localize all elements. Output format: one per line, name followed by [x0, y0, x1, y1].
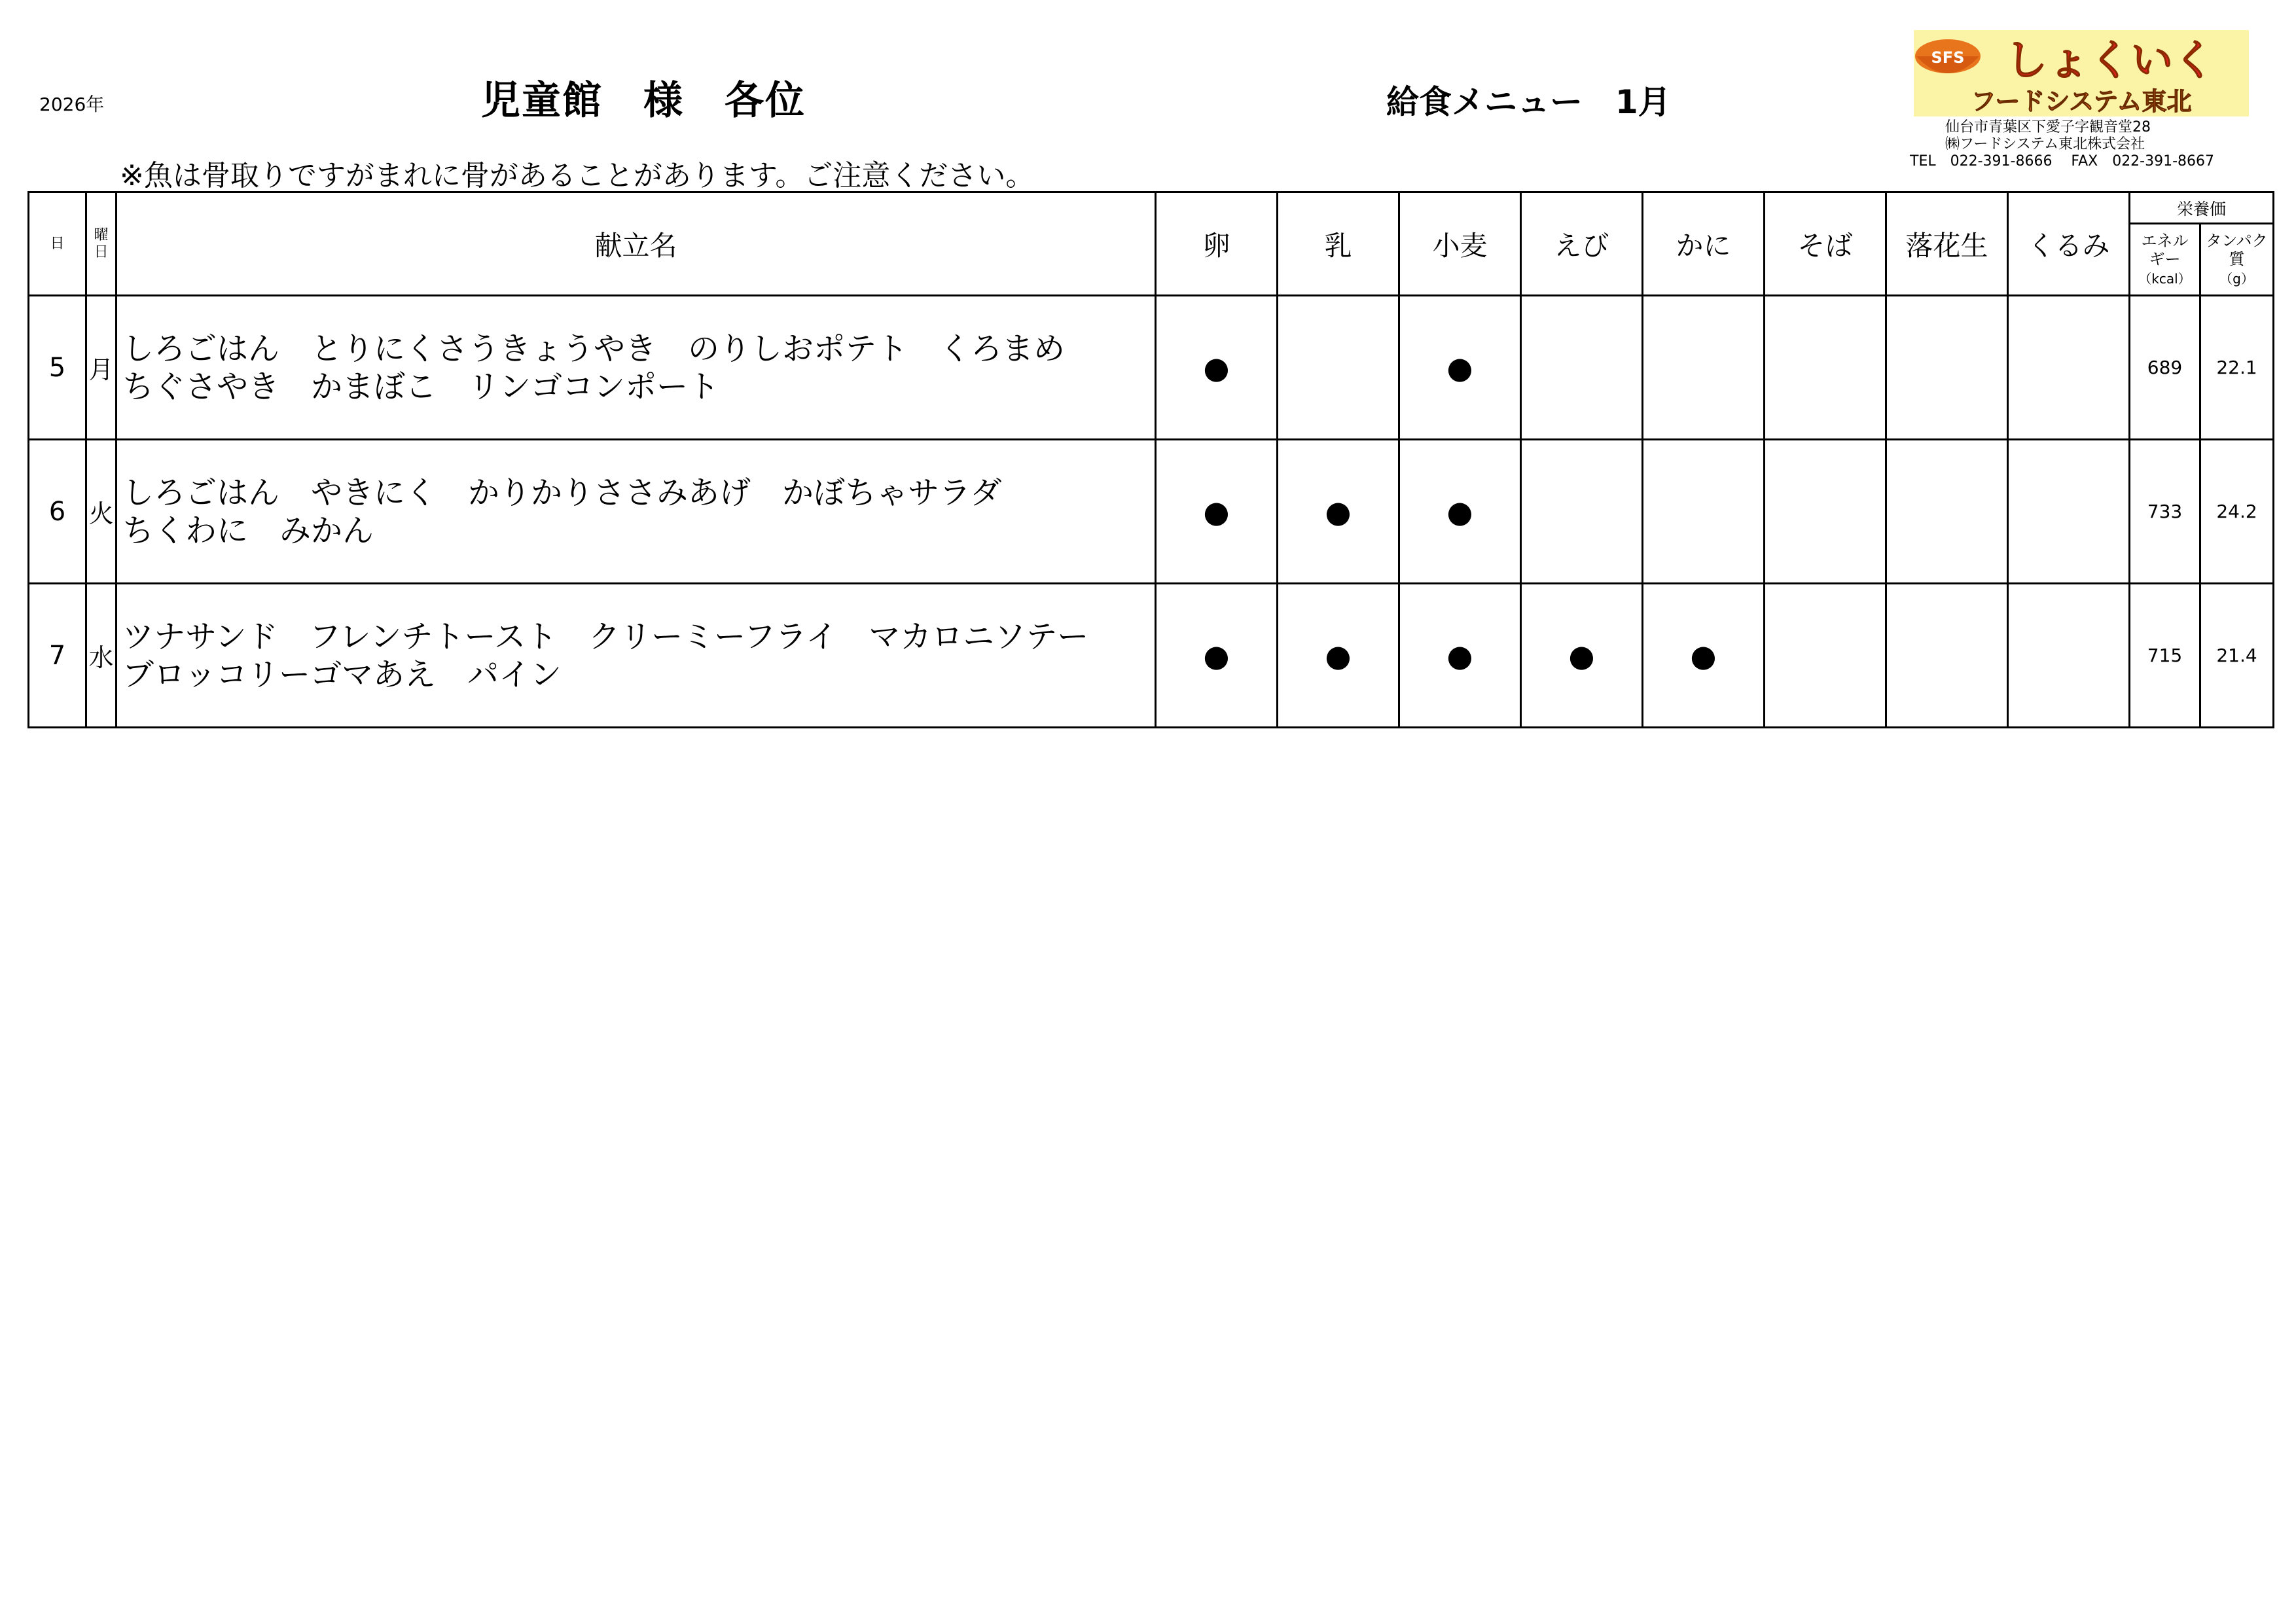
row-energy: 715 — [2130, 584, 2200, 728]
menu-table — [27, 191, 2274, 728]
recipient-title: 児童館 様 各位 — [481, 78, 806, 124]
mark-wheat: ● — [1399, 296, 1521, 440]
menu-line-2: ブロッコリーゴマあえ パイン — [122, 656, 562, 693]
header-allergen-milk: 乳 — [1278, 192, 1399, 296]
logo-sub-text: フードシステム東北 — [1971, 87, 2192, 116]
header-menu: 献立名 — [117, 192, 1156, 296]
mark-buckwheat — [1765, 584, 1886, 728]
menu-line-1: しろごはん やきにく かりかりささみあげ かぼちゃサラダ — [122, 474, 1002, 511]
mark-buckwheat — [1765, 296, 1886, 440]
table-row — [29, 440, 2274, 584]
header-protein-unit: （g） — [2219, 271, 2254, 287]
header-row — [29, 192, 2274, 224]
mark-wheat: ● — [1399, 440, 1521, 584]
mark-peanut — [1886, 296, 2008, 440]
header-allergen-buckwheat: そば — [1765, 192, 1886, 296]
row-protein: 21.4 — [2200, 584, 2274, 728]
header-protein-text: タンパク質 — [2206, 232, 2268, 268]
mark-walnut — [2008, 296, 2130, 440]
mark-walnut — [2008, 584, 2130, 728]
company-contact: TEL 022-391-8666 FAX 022-391-8667 — [1910, 153, 2215, 169]
header-protein — [2200, 224, 2274, 296]
logo-badge: SFS — [1931, 48, 1965, 67]
mark-buckwheat — [1765, 440, 1886, 584]
header-allergen-crab: かに — [1643, 192, 1765, 296]
mark-crab — [1643, 296, 1765, 440]
menu-title: 給食メニュー 1月 — [1386, 83, 1671, 121]
mark-crab — [1643, 440, 1765, 584]
header-energy — [2130, 224, 2200, 296]
header-energy-unit: （kcal） — [2138, 271, 2191, 287]
menu-line-2: ちくわに みかん — [122, 512, 374, 549]
header-day: 日 — [29, 192, 86, 296]
row-energy: 733 — [2130, 440, 2200, 584]
company-name: ㈱フードシステム東北株式会社 — [1945, 136, 2145, 152]
row-menu — [117, 296, 1156, 440]
row-energy: 689 — [2130, 296, 2200, 440]
row-weekday: 火 — [86, 440, 117, 584]
mark-shrimp — [1521, 296, 1643, 440]
year-label: 2026年 — [39, 94, 105, 115]
mark-shrimp — [1521, 440, 1643, 584]
mark-crab: ● — [1643, 584, 1765, 728]
row-protein: 22.1 — [2200, 296, 2274, 440]
header-allergen-peanut: 落花生 — [1886, 192, 2008, 296]
header-allergen-egg: 卵 — [1156, 192, 1278, 296]
header-weekday-text: 曜日 — [94, 226, 109, 260]
header-allergen-walnut: くるみ — [2008, 192, 2130, 296]
mark-peanut — [1886, 584, 2008, 728]
company-logo — [1914, 30, 2249, 116]
table-row — [29, 584, 2274, 728]
row-weekday: 水 — [86, 584, 117, 728]
row-weekday: 月 — [86, 296, 117, 440]
header-nutrition: 栄養価 — [2130, 192, 2274, 224]
row-day: 5 — [29, 296, 86, 440]
mark-shrimp: ● — [1521, 584, 1643, 728]
mark-milk — [1278, 296, 1399, 440]
menu-line-1: ツナサンド フレンチトースト クリーミーフライ マカロニソテー — [122, 618, 1089, 655]
mark-wheat: ● — [1399, 584, 1521, 728]
header-allergen-shrimp: えび — [1521, 192, 1643, 296]
row-protein: 24.2 — [2200, 440, 2274, 584]
logo-main-text: しょくいく — [2005, 37, 2215, 85]
menu-line-1: しろごはん とりにくさうきょうやき のりしおポテト くろまめ — [122, 330, 1066, 367]
row-day: 6 — [29, 440, 86, 584]
menu-line-2: ちぐさやき かまぼこ リンゴコンポート — [122, 368, 720, 405]
company-address: 仙台市青葉区下愛子字観音堂28 — [1945, 119, 2151, 135]
mark-walnut — [2008, 440, 2130, 584]
mark-peanut — [1886, 440, 2008, 584]
mark-egg: ● — [1156, 440, 1278, 584]
row-day: 7 — [29, 584, 86, 728]
row-menu — [117, 584, 1156, 728]
mark-milk: ● — [1278, 440, 1399, 584]
row-menu — [117, 440, 1156, 584]
header-allergen-wheat: 小麦 — [1399, 192, 1521, 296]
mark-egg: ● — [1156, 584, 1278, 728]
table-row — [29, 296, 2274, 440]
mark-milk: ● — [1278, 584, 1399, 728]
fish-bone-notice: ※魚は骨取りですがまれに骨があることがあります。ご注意ください。 — [120, 159, 1035, 192]
mark-egg: ● — [1156, 296, 1278, 440]
header-weekday — [86, 192, 117, 296]
header-energy-text: エネルギー — [2141, 232, 2189, 268]
